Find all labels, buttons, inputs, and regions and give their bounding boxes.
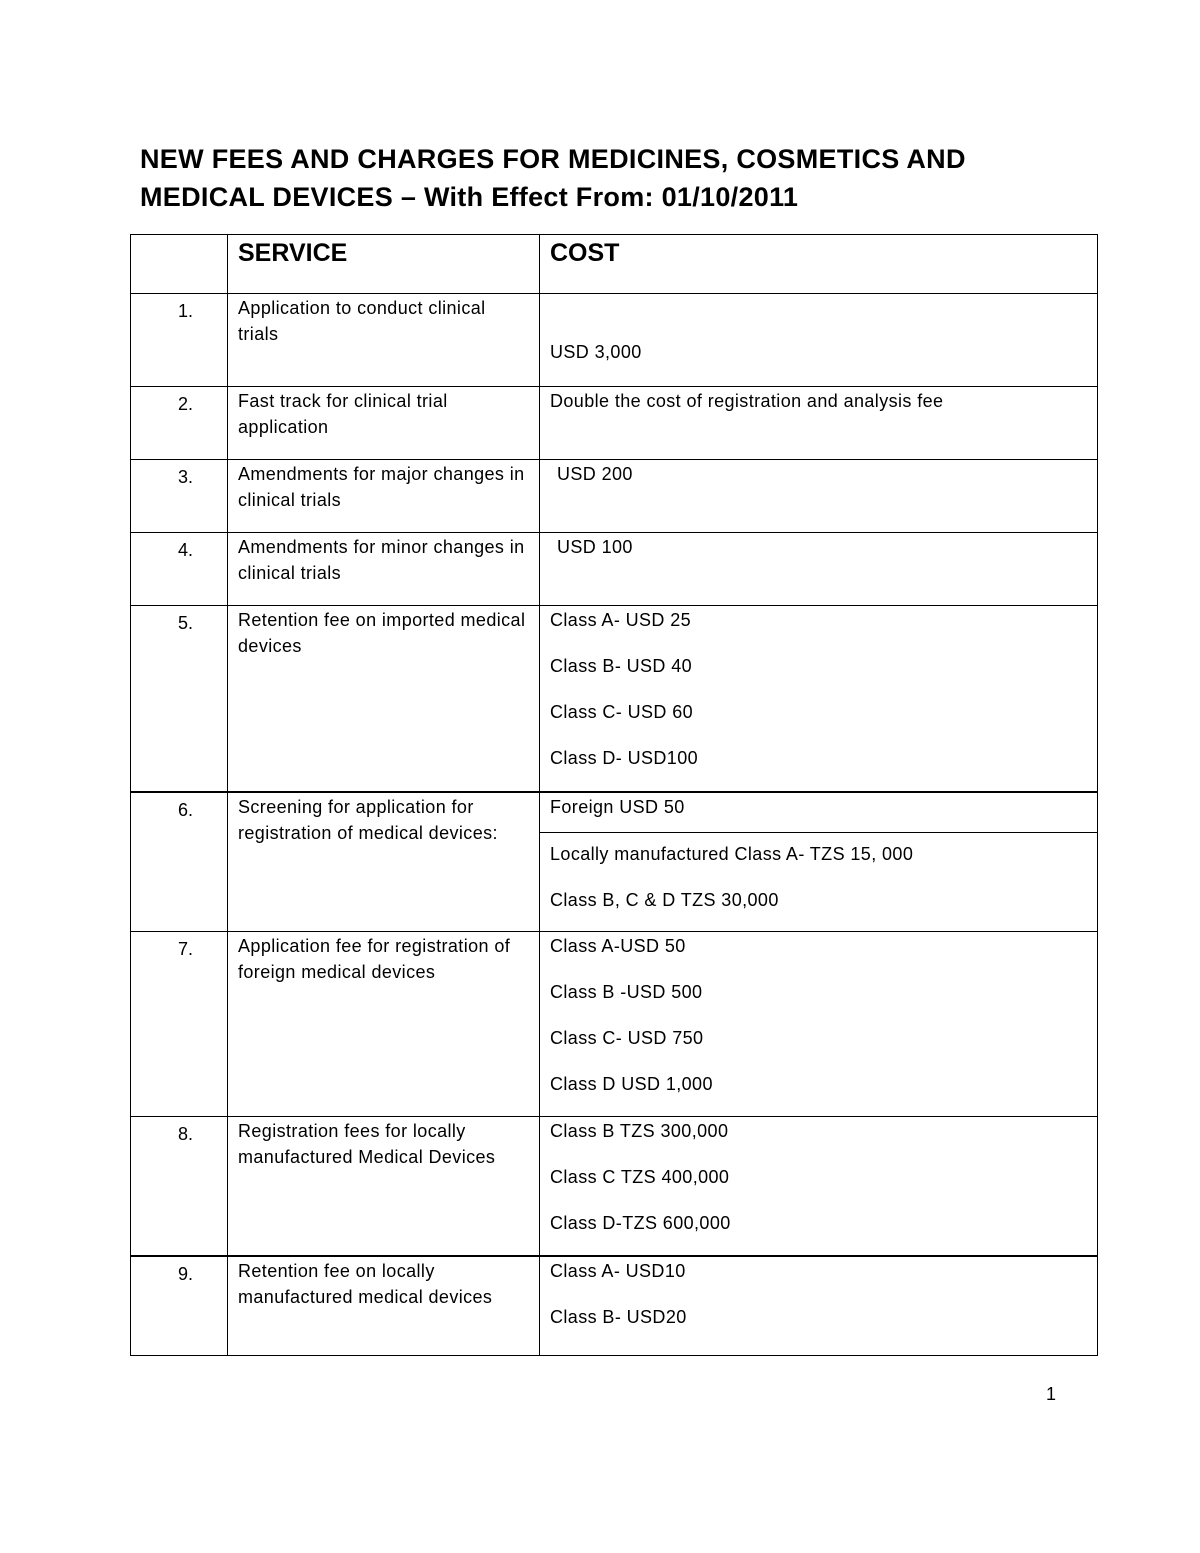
- row-number: 9.: [131, 1256, 228, 1356]
- cost-entry: USD 200: [557, 464, 633, 484]
- cost-entry: Class C- USD 750: [550, 1028, 704, 1048]
- cost-cell: [540, 387, 1098, 460]
- service-cell: Fast track for clinical trial application: [228, 387, 540, 460]
- row-number: 8.: [131, 1117, 228, 1256]
- service-cell: Screening for application for registration of medical devices:: [228, 792, 540, 932]
- table-row: [131, 1256, 1098, 1356]
- cost-entry: Class D-TZS 600,000: [550, 1213, 731, 1233]
- table-row: [131, 387, 1098, 460]
- cost-subcell: [540, 832, 1097, 913]
- page-number: 1: [1046, 1384, 1057, 1404]
- cost-entry: Class D USD 1,000: [550, 1074, 713, 1094]
- cost-cell: [540, 792, 1098, 932]
- cost-entry: Class B TZS 300,000: [550, 1121, 729, 1141]
- cost-cell: [540, 533, 1098, 606]
- document-title: [140, 140, 1100, 216]
- table-row: [131, 460, 1098, 533]
- table-row: [131, 792, 1098, 932]
- header-number-cell: [131, 235, 228, 294]
- service-cell: Amendments for major changes in clinical trials: [228, 460, 540, 533]
- cost-entry: Class B- USD20: [550, 1306, 687, 1327]
- cost-cell: [540, 606, 1098, 792]
- fees-table: [130, 234, 1098, 1356]
- cost-cell: [540, 294, 1098, 387]
- cost-cell: [540, 1117, 1098, 1256]
- table-row: [131, 932, 1098, 1117]
- cost-entry: Double the cost of registration and analysis fee: [550, 391, 944, 411]
- table-row: [131, 1117, 1098, 1256]
- cost-entry: Class B -USD 500: [550, 982, 703, 1002]
- header-cost: COST: [540, 235, 1098, 294]
- row-number: 5.: [131, 606, 228, 792]
- service-cell: Retention fee on imported medical devices: [228, 606, 540, 792]
- service-cell: Retention fee on locally manufactured medical devices: [228, 1256, 540, 1356]
- cost-entry: Class A-USD 50: [550, 936, 686, 956]
- row-number: 3.: [131, 460, 228, 533]
- table-row: [131, 533, 1098, 606]
- service-cell: Application fee for registration of foreign medical devices: [228, 932, 540, 1117]
- cost-cell: [540, 1256, 1098, 1356]
- table-row: [131, 606, 1098, 792]
- header-service: SERVICE: [228, 235, 540, 294]
- cost-entry: Class A- USD10: [550, 1260, 686, 1281]
- row-number: 6.: [131, 792, 228, 932]
- title-line-2: MEDICAL DEVICES – With Effect From: 01/10/2011: [140, 182, 799, 212]
- cost-entry: Class B, C & D TZS 30,000: [550, 889, 779, 910]
- row-number: 2.: [131, 387, 228, 460]
- table-header-row: [131, 235, 1098, 294]
- cost-entry: Class D- USD100: [550, 748, 699, 768]
- cost-entry: USD 3,000: [550, 342, 642, 362]
- cost-entry: Locally manufactured Class A- TZS 15, 000: [550, 843, 914, 864]
- row-number: 4.: [131, 533, 228, 606]
- row-number: 1.: [131, 294, 228, 387]
- cost-cell: [540, 932, 1098, 1117]
- service-cell: Amendments for minor changes in clinical trials: [228, 533, 540, 606]
- cost-entry: Class A- USD 25: [550, 610, 692, 630]
- cost-entry: Foreign USD 50: [550, 796, 685, 817]
- cost-entry: Class B- USD 40: [550, 656, 693, 676]
- service-cell: Registration fees for locally manufactured Medical Devices: [228, 1117, 540, 1256]
- table-row: [131, 294, 1098, 387]
- row-number: 7.: [131, 932, 228, 1117]
- cost-entry: Class C TZS 400,000: [550, 1167, 730, 1187]
- cost-cell: [540, 460, 1098, 533]
- service-cell: Application to conduct clinical trials: [228, 294, 540, 387]
- title-line-1: NEW FEES AND CHARGES FOR MEDICINES, COSMETICS AND: [140, 144, 966, 174]
- cost-entry: USD 100: [557, 537, 633, 557]
- cost-entry: Class C- USD 60: [550, 702, 694, 722]
